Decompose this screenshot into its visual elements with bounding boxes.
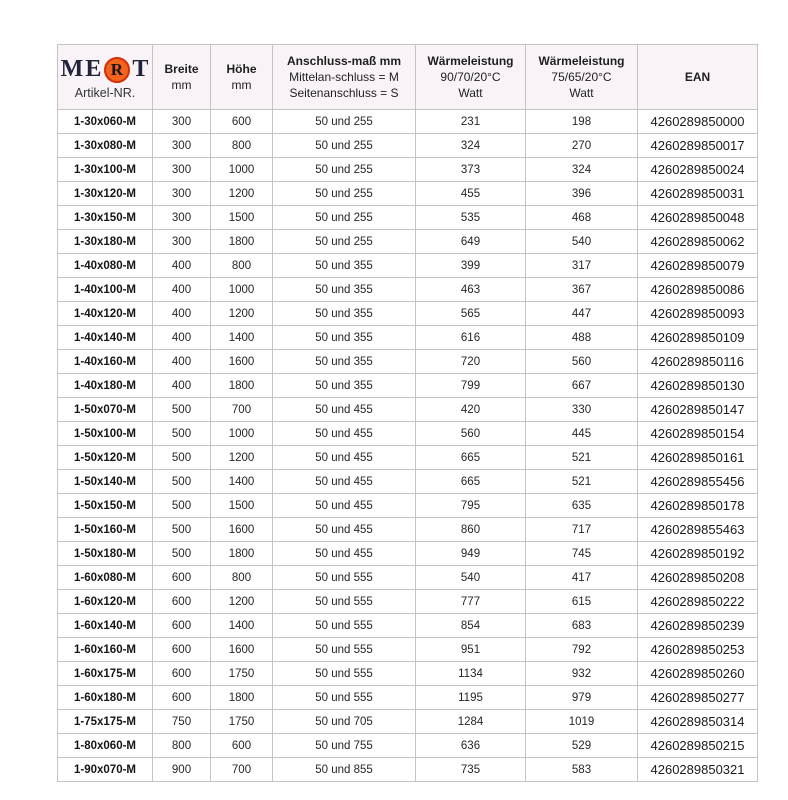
watt-75-65-cell: 540 — [526, 230, 638, 254]
artikel-nr-cell: 1-50x140-M — [58, 470, 153, 494]
artikel-nr-cell: 1-60x175-M — [58, 662, 153, 686]
anschluss-cell: 50 und 455 — [273, 542, 416, 566]
breite-cell: 300 — [153, 206, 211, 230]
breite-cell: 750 — [153, 710, 211, 734]
header-cell-anschluss — [273, 45, 416, 110]
table-row — [58, 230, 758, 254]
watt-75-65-cell: 615 — [526, 590, 638, 614]
watt-90-70-cell: 949 — [416, 542, 526, 566]
product-spec-table — [57, 44, 758, 782]
watt-75-65-cell: 330 — [526, 398, 638, 422]
watt-90-70-cell: 324 — [416, 134, 526, 158]
anschluss-cell: 50 und 555 — [273, 614, 416, 638]
header-cell-waerme-90-70 — [416, 45, 526, 110]
hoehe-cell: 1000 — [211, 158, 273, 182]
artikel-nr-cell: 1-90x070-M — [58, 758, 153, 782]
watt-90-70-cell: 720 — [416, 350, 526, 374]
watt-90-70-cell: 463 — [416, 278, 526, 302]
watt-90-70-cell: 665 — [416, 446, 526, 470]
artikel-nr-cell: 1-40x120-M — [58, 302, 153, 326]
anschluss-cell: 50 und 555 — [273, 566, 416, 590]
logo-letter-t: T — [132, 56, 150, 82]
watt-90-70-cell: 535 — [416, 206, 526, 230]
ean-cell: 4260289850116 — [638, 350, 758, 374]
table-row — [58, 710, 758, 734]
watt-75-65-cell: 635 — [526, 494, 638, 518]
breite-cell: 400 — [153, 254, 211, 278]
watt-75-65-cell: 792 — [526, 638, 638, 662]
table-row — [58, 134, 758, 158]
hoehe-cell: 1500 — [211, 206, 273, 230]
header-line: mm — [231, 78, 252, 92]
ean-cell: 4260289850178 — [638, 494, 758, 518]
ean-cell: 4260289850017 — [638, 134, 758, 158]
breite-cell: 500 — [153, 494, 211, 518]
watt-90-70-cell: 540 — [416, 566, 526, 590]
table-row — [58, 542, 758, 566]
breite-cell: 600 — [153, 590, 211, 614]
watt-90-70-cell: 854 — [416, 614, 526, 638]
watt-90-70-cell: 616 — [416, 326, 526, 350]
table-row — [58, 686, 758, 710]
hoehe-cell: 1600 — [211, 638, 273, 662]
header-line: Seitenanschluss = S — [289, 86, 399, 100]
hoehe-cell: 1800 — [211, 686, 273, 710]
header-cell-hoehe — [211, 45, 273, 110]
hoehe-cell: 800 — [211, 134, 273, 158]
ean-cell: 4260289850093 — [638, 302, 758, 326]
artikel-nr-cell: 1-40x180-M — [58, 374, 153, 398]
hoehe-cell: 1800 — [211, 542, 273, 566]
header-line: Wärmeleistung — [538, 54, 625, 68]
ean-cell: 4260289855456 — [638, 470, 758, 494]
artikel-nr-cell: 1-50x100-M — [58, 422, 153, 446]
watt-75-65-cell: 324 — [526, 158, 638, 182]
ean-cell: 4260289850024 — [638, 158, 758, 182]
anschluss-cell: 50 und 255 — [273, 182, 416, 206]
hoehe-cell: 800 — [211, 254, 273, 278]
hoehe-cell: 1000 — [211, 422, 273, 446]
header-cell-waerme-75-65 — [526, 45, 638, 110]
hoehe-cell: 1750 — [211, 662, 273, 686]
ean-cell: 4260289850192 — [638, 542, 758, 566]
ean-cell: 4260289850239 — [638, 614, 758, 638]
watt-90-70-cell: 951 — [416, 638, 526, 662]
breite-cell: 800 — [153, 734, 211, 758]
table-row — [58, 326, 758, 350]
artikel-nr-cell: 1-30x100-M — [58, 158, 153, 182]
breite-cell: 300 — [153, 134, 211, 158]
artikel-nr-cell: 1-80x060-M — [58, 734, 153, 758]
watt-90-70-cell: 231 — [416, 110, 526, 134]
watt-75-65-cell: 367 — [526, 278, 638, 302]
artikel-header-cell — [58, 45, 153, 110]
hoehe-cell: 1400 — [211, 326, 273, 350]
header-line: Wärmeleistung — [427, 54, 514, 68]
watt-75-65-cell: 979 — [526, 686, 638, 710]
artikel-nr-cell: 1-50x150-M — [58, 494, 153, 518]
header-line: mm — [171, 78, 192, 92]
ean-cell: 4260289850314 — [638, 710, 758, 734]
breite-cell: 300 — [153, 110, 211, 134]
header-line: 75/65/20°C — [551, 70, 612, 84]
watt-75-65-cell: 521 — [526, 470, 638, 494]
table-header-row — [58, 45, 758, 110]
hoehe-cell: 600 — [211, 734, 273, 758]
artikel-nr-cell: 1-30x150-M — [58, 206, 153, 230]
breite-cell: 500 — [153, 398, 211, 422]
watt-90-70-cell: 735 — [416, 758, 526, 782]
breite-cell: 400 — [153, 350, 211, 374]
header-line: Mittelan-schluss = M — [289, 70, 399, 84]
breite-cell: 600 — [153, 662, 211, 686]
watt-75-65-cell: 270 — [526, 134, 638, 158]
hoehe-cell: 1200 — [211, 590, 273, 614]
watt-90-70-cell: 565 — [416, 302, 526, 326]
breite-cell: 500 — [153, 422, 211, 446]
watt-75-65-cell: 447 — [526, 302, 638, 326]
anschluss-cell: 50 und 455 — [273, 422, 416, 446]
header-cell-ean — [638, 45, 758, 110]
anschluss-cell: 50 und 455 — [273, 494, 416, 518]
header-line: Watt — [569, 86, 594, 100]
anschluss-cell: 50 und 255 — [273, 110, 416, 134]
watt-75-65-cell: 745 — [526, 542, 638, 566]
watt-90-70-cell: 777 — [416, 590, 526, 614]
watt-90-70-cell: 1284 — [416, 710, 526, 734]
breite-cell: 900 — [153, 758, 211, 782]
watt-75-65-cell: 521 — [526, 446, 638, 470]
anschluss-cell: 50 und 255 — [273, 230, 416, 254]
anschluss-cell: 50 und 555 — [273, 686, 416, 710]
hoehe-cell: 1400 — [211, 470, 273, 494]
table-row — [58, 374, 758, 398]
header-line: EAN — [684, 70, 711, 84]
watt-75-65-cell: 198 — [526, 110, 638, 134]
artikel-nr-cell: 1-50x120-M — [58, 446, 153, 470]
watt-75-65-cell: 1019 — [526, 710, 638, 734]
anschluss-cell: 50 und 555 — [273, 590, 416, 614]
artikel-nr-cell: 1-50x180-M — [58, 542, 153, 566]
artikel-nr-cell: 1-30x180-M — [58, 230, 153, 254]
breite-cell: 500 — [153, 542, 211, 566]
ean-cell: 4260289850277 — [638, 686, 758, 710]
anschluss-cell: 50 und 255 — [273, 134, 416, 158]
table-row — [58, 566, 758, 590]
watt-75-65-cell: 317 — [526, 254, 638, 278]
artikel-nr-cell: 1-30x120-M — [58, 182, 153, 206]
anschluss-cell: 50 und 855 — [273, 758, 416, 782]
logo-letter-m: M — [60, 56, 85, 82]
table-row — [58, 758, 758, 782]
table-row — [58, 278, 758, 302]
artikel-nr-cell: 1-60x140-M — [58, 614, 153, 638]
breite-cell: 500 — [153, 446, 211, 470]
hoehe-cell: 1600 — [211, 518, 273, 542]
breite-cell: 600 — [153, 614, 211, 638]
watt-90-70-cell: 1195 — [416, 686, 526, 710]
table-row — [58, 110, 758, 134]
ean-cell: 4260289850079 — [638, 254, 758, 278]
breite-cell: 600 — [153, 566, 211, 590]
watt-75-65-cell: 468 — [526, 206, 638, 230]
hoehe-cell: 700 — [211, 398, 273, 422]
breite-cell: 400 — [153, 302, 211, 326]
header-line: Höhe — [226, 62, 257, 76]
artikel-nr-cell: 1-60x080-M — [58, 566, 153, 590]
ean-cell: 4260289850161 — [638, 446, 758, 470]
table-row — [58, 398, 758, 422]
ean-cell: 4260289855463 — [638, 518, 758, 542]
hoehe-cell: 600 — [211, 110, 273, 134]
artikel-nr-cell: 1-60x160-M — [58, 638, 153, 662]
artikel-nr-cell: 1-30x060-M — [58, 110, 153, 134]
table-row — [58, 734, 758, 758]
table-row — [58, 206, 758, 230]
ean-cell: 4260289850062 — [638, 230, 758, 254]
breite-cell: 600 — [153, 638, 211, 662]
anschluss-cell: 50 und 355 — [273, 326, 416, 350]
ean-cell: 4260289850086 — [638, 278, 758, 302]
watt-75-65-cell: 667 — [526, 374, 638, 398]
ean-cell: 4260289850130 — [638, 374, 758, 398]
ean-cell: 4260289850154 — [638, 422, 758, 446]
table-row — [58, 614, 758, 638]
breite-cell: 400 — [153, 374, 211, 398]
artikel-nr-cell: 1-75x175-M — [58, 710, 153, 734]
hoehe-cell: 1000 — [211, 278, 273, 302]
anschluss-cell: 50 und 355 — [273, 374, 416, 398]
table-row — [58, 470, 758, 494]
watt-75-65-cell: 529 — [526, 734, 638, 758]
artikel-nr-cell: 1-40x100-M — [58, 278, 153, 302]
table-row — [58, 494, 758, 518]
logo-r-circle-icon — [104, 57, 130, 83]
watt-75-65-cell: 396 — [526, 182, 638, 206]
artikel-nr-cell: 1-60x120-M — [58, 590, 153, 614]
table-body — [58, 110, 758, 782]
anschluss-cell: 50 und 355 — [273, 302, 416, 326]
artikel-nr-cell: 1-50x160-M — [58, 518, 153, 542]
hoehe-cell: 800 — [211, 566, 273, 590]
hoehe-cell: 1800 — [211, 230, 273, 254]
artikel-nr-cell: 1-60x180-M — [58, 686, 153, 710]
watt-90-70-cell: 795 — [416, 494, 526, 518]
breite-cell: 500 — [153, 470, 211, 494]
table-row — [58, 638, 758, 662]
breite-cell: 600 — [153, 686, 211, 710]
watt-90-70-cell: 560 — [416, 422, 526, 446]
breite-cell: 500 — [153, 518, 211, 542]
table-row — [58, 350, 758, 374]
anschluss-cell: 50 und 455 — [273, 398, 416, 422]
anschluss-cell: 50 und 455 — [273, 470, 416, 494]
hoehe-cell: 1200 — [211, 182, 273, 206]
artikel-nr-label: Artikel-NR. — [74, 86, 136, 100]
breite-cell: 400 — [153, 326, 211, 350]
header-cell-breite — [153, 45, 211, 110]
header-line: Anschluss-maß mm — [286, 54, 402, 68]
ean-cell: 4260289850321 — [638, 758, 758, 782]
ean-cell: 4260289850215 — [638, 734, 758, 758]
watt-90-70-cell: 455 — [416, 182, 526, 206]
breite-cell: 300 — [153, 158, 211, 182]
anschluss-cell: 50 und 255 — [273, 206, 416, 230]
watt-75-65-cell: 683 — [526, 614, 638, 638]
watt-90-70-cell: 860 — [416, 518, 526, 542]
table-row — [58, 662, 758, 686]
ean-cell: 4260289850147 — [638, 398, 758, 422]
watt-90-70-cell: 399 — [416, 254, 526, 278]
hoehe-cell: 1750 — [211, 710, 273, 734]
anschluss-cell: 50 und 705 — [273, 710, 416, 734]
watt-90-70-cell: 1134 — [416, 662, 526, 686]
ean-cell: 4260289850109 — [638, 326, 758, 350]
watt-90-70-cell: 665 — [416, 470, 526, 494]
watt-75-65-cell: 488 — [526, 326, 638, 350]
ean-cell: 4260289850253 — [638, 638, 758, 662]
ean-cell: 4260289850048 — [638, 206, 758, 230]
watt-75-65-cell: 583 — [526, 758, 638, 782]
anschluss-cell: 50 und 555 — [273, 662, 416, 686]
artikel-nr-cell: 1-40x140-M — [58, 326, 153, 350]
table-row — [58, 302, 758, 326]
watt-75-65-cell: 445 — [526, 422, 638, 446]
logo-letter-e: E — [85, 56, 103, 82]
ean-cell: 4260289850000 — [638, 110, 758, 134]
table-row — [58, 446, 758, 470]
logo-letter-r: R — [110, 59, 124, 79]
header-line: 90/70/20°C — [440, 70, 501, 84]
watt-75-65-cell: 932 — [526, 662, 638, 686]
watt-90-70-cell: 799 — [416, 374, 526, 398]
watt-90-70-cell: 420 — [416, 398, 526, 422]
table-row — [58, 254, 758, 278]
ean-cell: 4260289850031 — [638, 182, 758, 206]
mert-logo — [60, 56, 150, 83]
table-row — [58, 158, 758, 182]
artikel-nr-cell: 1-40x080-M — [58, 254, 153, 278]
hoehe-cell: 700 — [211, 758, 273, 782]
breite-cell: 300 — [153, 182, 211, 206]
anschluss-cell: 50 und 255 — [273, 158, 416, 182]
artikel-nr-cell: 1-30x080-M — [58, 134, 153, 158]
watt-90-70-cell: 373 — [416, 158, 526, 182]
artikel-nr-cell: 1-40x160-M — [58, 350, 153, 374]
anschluss-cell: 50 und 455 — [273, 446, 416, 470]
ean-cell: 4260289850260 — [638, 662, 758, 686]
anschluss-cell: 50 und 555 — [273, 638, 416, 662]
watt-75-65-cell: 717 — [526, 518, 638, 542]
ean-cell: 4260289850208 — [638, 566, 758, 590]
watt-75-65-cell: 560 — [526, 350, 638, 374]
breite-cell: 400 — [153, 278, 211, 302]
artikel-nr-cell: 1-50x070-M — [58, 398, 153, 422]
anschluss-cell: 50 und 755 — [273, 734, 416, 758]
hoehe-cell: 1500 — [211, 494, 273, 518]
table-row — [58, 422, 758, 446]
table-row — [58, 518, 758, 542]
watt-90-70-cell: 636 — [416, 734, 526, 758]
anschluss-cell: 50 und 355 — [273, 278, 416, 302]
breite-cell: 300 — [153, 230, 211, 254]
hoehe-cell: 1800 — [211, 374, 273, 398]
anschluss-cell: 50 und 455 — [273, 518, 416, 542]
table-row — [58, 590, 758, 614]
hoehe-cell: 1200 — [211, 446, 273, 470]
anschluss-cell: 50 und 355 — [273, 254, 416, 278]
watt-90-70-cell: 649 — [416, 230, 526, 254]
ean-cell: 4260289850222 — [638, 590, 758, 614]
hoehe-cell: 1400 — [211, 614, 273, 638]
header-line: Watt — [458, 86, 483, 100]
hoehe-cell: 1200 — [211, 302, 273, 326]
header-line: Breite — [164, 62, 199, 76]
watt-75-65-cell: 417 — [526, 566, 638, 590]
hoehe-cell: 1600 — [211, 350, 273, 374]
anschluss-cell: 50 und 355 — [273, 350, 416, 374]
table-row — [58, 182, 758, 206]
